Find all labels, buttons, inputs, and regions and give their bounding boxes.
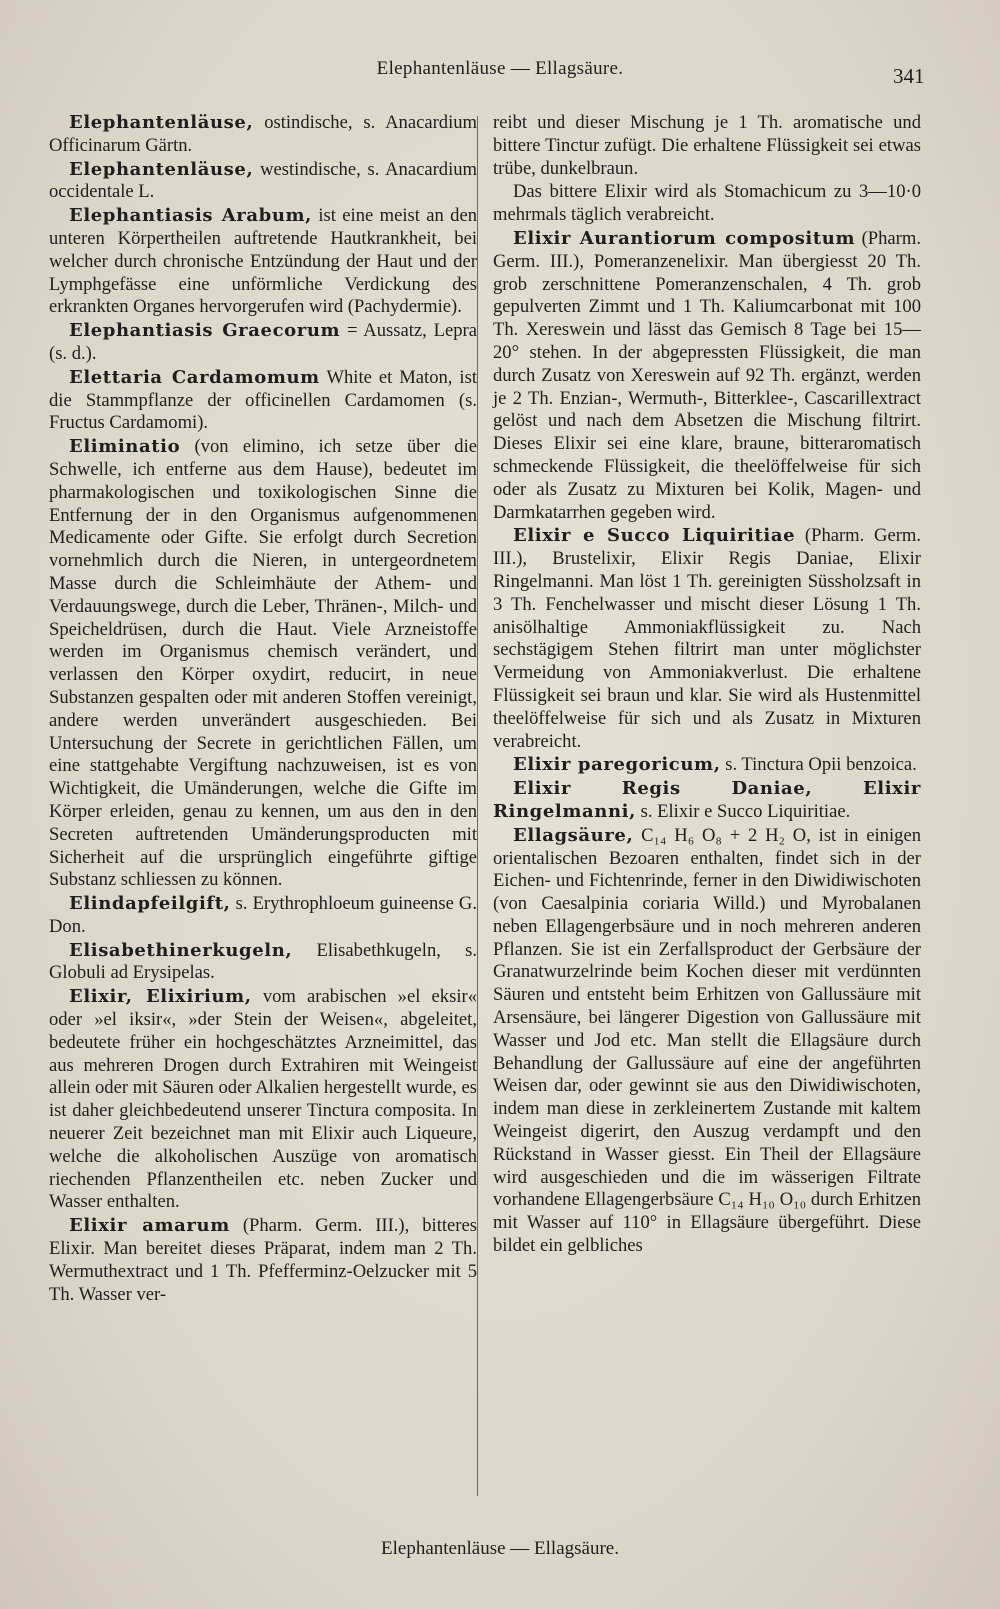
entry-text: vom arabischen »el eksir« oder »el iksir«, »der Stein der Weisen«, abgeleitet, bedeutete früher ein hochgeschätztes Arzneimittel, das aus mehreren Drogen durch Extrahiren mit Weingeist allein oder mit Säuren oder Alkalien hergestellt wurde, es ist daher gleichbedeutend unserer Tinctura composita. In neuerer Zeit bezeichnet man mit Elixir auch Liqueure, welche die alkoholischen Auszüge von aromatisch riechenden Pflanzentheilen etc. neben Zucker und Wasser enthalten. bbox=[49, 986, 477, 1213]
page-number: 341 bbox=[893, 64, 925, 88]
entry-text: (Pharm. Germ. III.), Brustelixir, Elixir Regis Daniae, Elixir Ringelmanni. Man löst 1 Th. gereinigten Süssholzsaft in 3 Th. Fenchelwasser und mischt dieser Lösung 1 Th. anisölhaltige Ammoniakflüssigkeit zu. Nach sechstägigem Stehen filtrirt man unter möglichster Vermeidung von Ammoniakverlust. Die erhaltene Flüssigkeit sei braun und klar. Sie wird als Hustenmittel theelöffelweise für sich und als Zusatz in Mixturen verabreicht. bbox=[493, 525, 922, 752]
entry bbox=[493, 228, 921, 524]
entry-lemma: Elixir e Succo Liquiritiae bbox=[513, 525, 796, 547]
entry bbox=[49, 436, 477, 892]
footer-title: Elephantenläuse — Ellagsäure. bbox=[381, 1538, 619, 1559]
entry-text: reibt und dieser Mischung je 1 Th. aromatische und bittere Tinctur zufügt. Die erhaltene Flüssigkeit sei etwas trübe, dunkelbraun. bbox=[493, 112, 921, 179]
entry bbox=[493, 778, 921, 824]
entry-text: ist eine meist an den unteren Körpertheilen auftretende Hautkrankheit, bei welcher durch chronische Entzündung der Haut und der Lymphgefässe eine unförmliche Verdickung des erkrankten Organes hervorgerufen wird (Pachydermie). bbox=[49, 205, 477, 318]
entry-lemma: Elindapfeilgift, bbox=[69, 893, 231, 915]
entry-text: (Pharm. Germ. III.), Pomeranzenelixir. Man übergiesst 20 Th. grob zerschnittene Pomeranzenschalen, 4 Th. grob gepulverten Zimmt und 1 Th. Kaliumcarbonat mit 100 Th. Xereswein und lässt das Gemisch 8 Tage bei 15—20° stehen. In der abgepressten Flüssigkeit, die man durch Zusatz von Xereswein auf 92 Th. ergänzt, werden je 2 Th. Enzian-, Wermuth-, Bitterklee-, Cascarillextract gelöst und nach dem Absetzen die Mischung filtrirt. Dieses Elixir sei eine klare, braune, bitteraromatisch schmeckende Flüssigkeit, die theelöffelweise für sich oder als Zusatz zu Mixturen bei Kolik, Magen- und Darmkatarrhen gegeben wird. bbox=[493, 227, 921, 523]
left-column bbox=[49, 112, 477, 1307]
entry-lemma: Elephantiasis Arabum, bbox=[69, 205, 313, 227]
entry-lemma: Elephantiasis Graecorum bbox=[69, 320, 341, 342]
entry-lemma: Elephantenläuse, bbox=[69, 112, 254, 133]
entry-lemma: Eliminatio bbox=[69, 436, 181, 458]
entry bbox=[493, 181, 921, 227]
entry bbox=[493, 825, 921, 1258]
entry-lemma: Elixir amarum bbox=[69, 1215, 230, 1237]
entry bbox=[49, 112, 477, 158]
entry-text: s. Elixir e Succo Liquiritiae. bbox=[635, 800, 851, 822]
entry bbox=[493, 754, 921, 777]
entry-text: Das bittere Elixir wird als Stomachicum zu 3—10·0 mehrmals täglich verabreicht. bbox=[493, 181, 921, 226]
entry bbox=[49, 205, 477, 319]
entry-text: (Pharm. Germ. III.), bitteres Elixir. Man bereitet dieses Präparat, indem man 2 Th. Wermuthextract und 1 Th. Pfefferminz-Oelzucker mit 5 Th. Wasser ver- bbox=[49, 1215, 477, 1305]
entry bbox=[49, 367, 477, 435]
entry-lemma: Ellagsäure, bbox=[513, 824, 634, 846]
entry bbox=[493, 525, 921, 753]
entry-text: (von elimino, ich setze über die Schwelle, ich entferne aus dem Hause), bedeutet im pharmakologischen und toxikologischen Sinne die Entfernung der in den Organismus aufgenommenen Medicamente oder Gifte. Sie erfolgt durch Secretion vornehmlich durch die Nieren, in untergeordnetem Masse durch die Schleimhäute der Athem- und Verdauungswege, durch die Leber, Thränen-, Milch- und Speicheldrüsen, durch die Haut. Viele Arzneistoffe werden im Organismus chemisch verändert, und verlassen den Körper oxydirt, reducirt, in neue Substanzen gespalten oder mit anderen Stoffen vereinigt, andere werden unverändert ausgeschieden. Bei Untersuchung der Secrete in gerichtlichen Fällen, um eine stattgehabte Vergiftung nachzuweisen, ist es von Wichtigkeit, die Umänderungen, welche die Gifte im Körper erleiden, genau zu kennen, um aus den in den Secreten auftretenden Umänderungsproducten mit Sicherheit auf die ursprünglich eingeführte giftige Substanz schliessen zu können. bbox=[49, 436, 477, 891]
running-head: Elephantenläuse — Ellagsäure. bbox=[376, 58, 624, 79]
entry-continuation bbox=[493, 112, 921, 180]
entry-lemma: Elixir Regis Daniae, Elixir Ringelmanni, bbox=[493, 778, 921, 822]
entry-lemma: Elephantenläuse, bbox=[69, 158, 254, 180]
entry-text: s. Tinctura Opii benzoica. bbox=[720, 754, 917, 776]
entry bbox=[49, 159, 477, 205]
entry-lemma: Elixir paregoricum, bbox=[513, 754, 721, 776]
entry-text: = Aussatz, Lepra (s. d.). bbox=[49, 320, 477, 364]
entry bbox=[49, 320, 477, 366]
column-divider bbox=[477, 116, 478, 1496]
entry-lemma: Elisabethinerkugeln, bbox=[69, 939, 293, 961]
entry-text: Elisabethkugeln, s. Globuli ad Erysipelas. bbox=[49, 939, 477, 984]
entry bbox=[49, 893, 477, 939]
entry-lemma: Elixir Aurantiorum compositum bbox=[513, 227, 856, 249]
entry-text: C₁₄ H₆ O₈ + 2 H₂ O, ist in einigen orientalischen Bezoaren enthalten, findet sich in der Eichen- und Fichtenrinde, ferner in den Diwidiwischoten (von Caesalpinia coriaria Willd.) und Myrobalanen neben Ellagengerbsäure und in noch mehreren anderen Pflanzen. Sie ist ein Zerfallsproduct der Gerbsäure der Granatwurzelrinde beim Kochen dieser mit verdünnten Säuren und entsteht beim Erhitzen von Gallussäure mit Arsensäure, bei längerer Digestion von Gallussäure mit Wasser und Jod etc. Man stellt die Ellagsäure durch Behandlung der Gallussäure auf eine der angeführten Weisen dar, oder gewinnt sie aus den Diwidiwischoten, indem man diese in zerkleinertem Zustande mit kaltem Weingeist digerirt, den Auszug verdampft und den Rückstand in Wasser giesst. Ein Theil der Ellagsäure wird ausgeschieden und die im wässerigen Filtrate vorhandene Ellagengerbsäure C₁₄ H₁₀ O₁₀ durch Erhitzen mit Wasser auf 110° in Ellagsäure übergeführt. Diese bildet ein gelbliches bbox=[493, 824, 921, 1257]
entry-text: ostindische, s. Anacardium Officinarum Gärtn. bbox=[49, 112, 477, 156]
entry bbox=[49, 1215, 477, 1306]
entry-lemma: Elixir, Elixirium, bbox=[69, 986, 252, 1008]
entry-lemma: Elettaria Cardamomum bbox=[69, 366, 320, 388]
right-column bbox=[493, 112, 921, 1259]
entry bbox=[49, 940, 477, 986]
entry bbox=[49, 986, 477, 1214]
entry-text: westindische, s. Anacardium occidentale L. bbox=[49, 158, 477, 203]
entry-text: White et Maton, ist die Stammpflanze der officinellen Cardamomen (s. Fructus Cardamomi). bbox=[49, 366, 477, 434]
entry-text: s. Erythrophloeum guineense G. Don. bbox=[49, 893, 477, 937]
